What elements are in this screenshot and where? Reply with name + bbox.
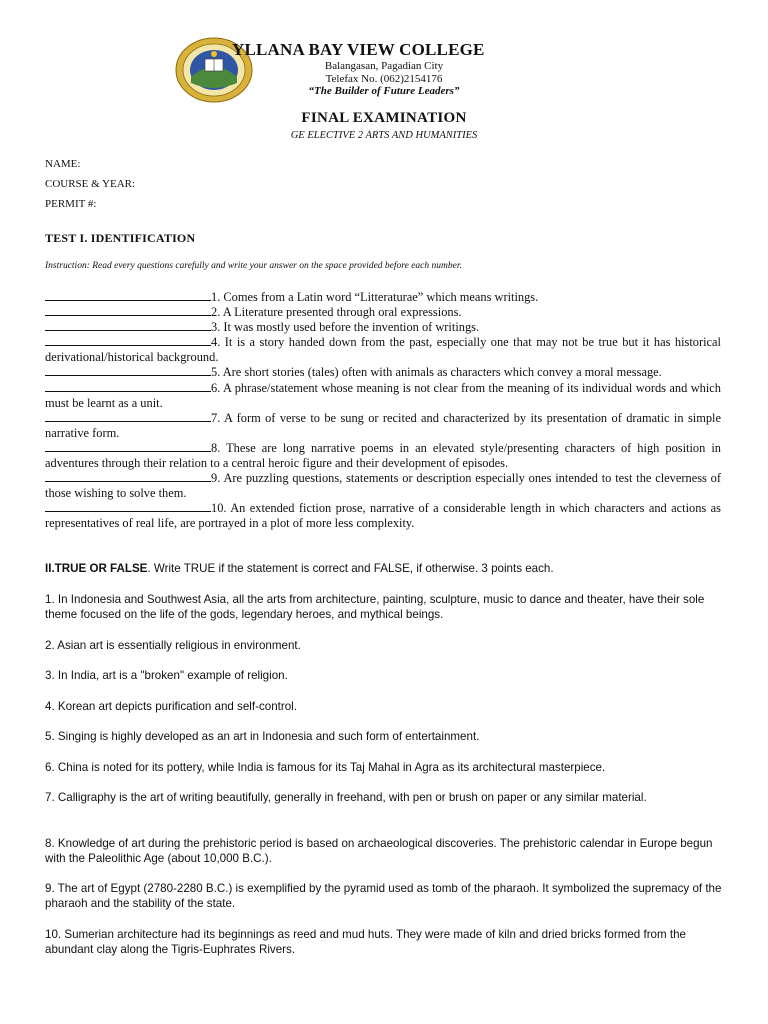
answer-blank[interactable] [45, 501, 211, 512]
permit-field-label: PERMIT #: [45, 198, 97, 210]
test1-instruction: Instruction: Read every questions carefully and write your answer on the space provided before each number. [45, 261, 462, 271]
identification-item: 6. A phrase/statement whose meaning is not clear from the meaning of its individual words and which must be learnt as a unit. [45, 380, 721, 410]
answer-blank[interactable] [45, 381, 211, 392]
identification-item: 3. It was mostly used before the invention of writings. [45, 320, 721, 335]
answer-blank[interactable] [45, 290, 211, 301]
identification-item: 2. A Literature presented through oral expressions. [45, 305, 721, 320]
true-false-item: 9. The art of Egypt (2780-2280 B.C.) is exemplified by the pyramid used as tomb of the pharaoh. It symbolized the supremacy of the pharaoh and the stability of the state. [45, 882, 722, 911]
true-false-item: 7. Calligraphy is the art of writing beautifully, generally in freehand, with pen or brush on paper or any similar material. [45, 791, 647, 804]
true-false-item: 8. Knowledge of art during the prehistoric period is based on archaeological discoveries. The prehistoric calendar in Europe begun with the Paleolithic Age (about 10,000 B.C.). [45, 837, 713, 866]
test2-title: II.TRUE OR FALSE [45, 562, 148, 575]
identification-item: 1. Comes from a Latin word “Litteraturae” which means writings. [45, 290, 721, 305]
test2-heading [45, 562, 554, 575]
identification-item: 8. These are long narrative poems in an elevated style/presenting characters of high position in adventures through their relation to a central heroic figure and their development of episodes. [45, 440, 721, 471]
identification-item: 10. An extended fiction prose, narrative of a considerable length in which characters and actions as representatives of real life, are portrayed in a plot of more less complexity. [45, 501, 721, 531]
course-field-label: COURSE & YEAR: [45, 178, 136, 190]
identification-item: 9. Are puzzling questions, statements or description especially ones intended to test the cleverness of those wishing to solve them. [45, 471, 721, 501]
college-telefax: Telefax No. (062)2154176 [325, 73, 443, 85]
exam-title: FINAL EXAMINATION [301, 110, 467, 126]
true-false-item: 6. China is noted for its pottery, while India is famous for its Taj Mahal in Agra as its architectural masterpiece. [45, 761, 606, 774]
answer-blank[interactable] [45, 365, 211, 376]
exam-subject: GE ELECTIVE 2 ARTS AND HUMANITIES [290, 130, 478, 141]
college-name: YLLANA BAY VIEW COLLEGE [232, 40, 485, 59]
answer-blank[interactable] [45, 320, 211, 331]
true-false-item: 4. Korean art depicts purification and self-control. [45, 700, 297, 713]
answer-blank[interactable] [45, 305, 211, 316]
identification-item: 4. It is a story handed down from the past, especially one that may not be true but it has historical derivational/historical background. [45, 335, 721, 365]
answer-blank[interactable] [45, 471, 211, 482]
true-false-item: 1. In Indonesia and Southwest Asia, all the arts from architecture, painting, sculpture, music to dance and theater, have their sole theme focused on the life of the gods, legendary heroes, and mythical beings. [45, 593, 705, 622]
college-motto: “The Builder of Future Leaders” [308, 85, 460, 97]
identification-item: 7. A form of verse to be sung or recited and characterized by its presentation of dramatic in simple narrative form. [45, 410, 721, 440]
identification-list [45, 290, 721, 532]
college-address: Balangasan, Pagadian City [324, 60, 444, 72]
true-false-item: 5. Singing is highly developed as an art in Indonesia and such form of entertainment. [45, 730, 480, 743]
true-false-item: 2. Asian art is essentially religious in environment. [45, 639, 301, 652]
test1-title: TEST I. IDENTIFICATION [45, 231, 196, 245]
true-false-item: 3. In India, art is a "broken" example of religion. [45, 669, 288, 682]
true-false-item: 10. Sumerian architecture had its beginnings as reed and mud huts. They were made of kiln and dried bricks formed from the abundant clay along the Tigris-Euphrates Rivers. [45, 928, 687, 957]
identification-item: 5. Are short stories (tales) often with animals as characters which convey a moral message. [45, 365, 721, 380]
answer-blank[interactable] [45, 411, 211, 422]
answer-blank[interactable] [45, 441, 211, 452]
name-field-label: NAME: [45, 158, 81, 170]
test2-instruction: . Write TRUE if the statement is correct and FALSE, if otherwise. 3 points each. [147, 562, 554, 575]
answer-blank[interactable] [45, 335, 211, 346]
